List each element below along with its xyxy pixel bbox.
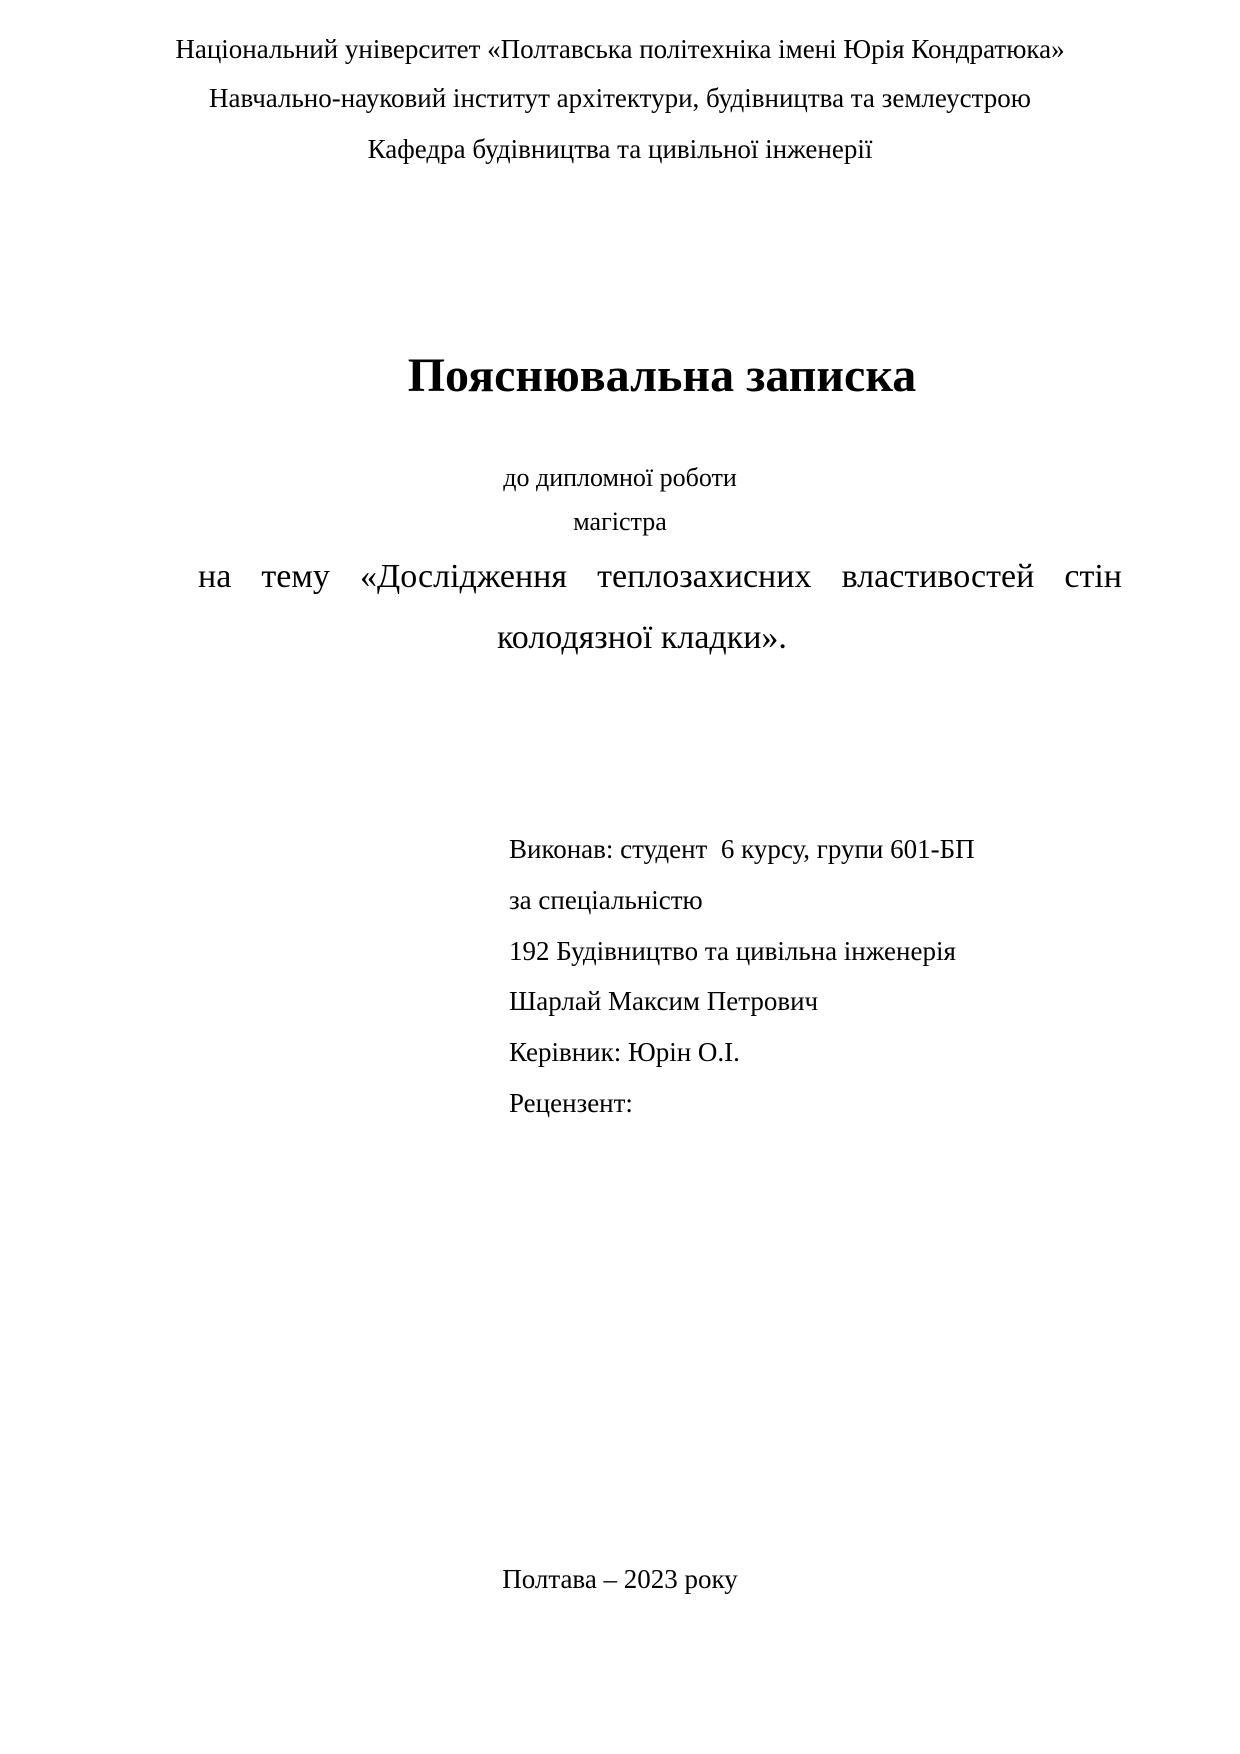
university-name: Національний університет «Полтавська політехніка імені Юрія Кондратюка»: [175, 34, 1065, 64]
supervisor: Керівник: Юрін О.І.: [509, 1037, 740, 1067]
topic-line-1: на тему «Дослідження теплозахисних властивостей стін: [198, 558, 1122, 595]
topic-line-2: колодязної кладки».: [497, 619, 787, 656]
subtitle-degree: магістра: [573, 507, 667, 536]
document-title: Пояснювальна записка: [407, 349, 917, 402]
reviewer: Рецензент:: [509, 1088, 633, 1118]
department-name: Кафедра будівництва та цивільної інженерії: [367, 134, 873, 164]
student-name: Шарлай Максим Петрович: [509, 986, 819, 1016]
city-year: Полтава – 2023 року: [502, 1564, 738, 1594]
institute-name: Навчально-науковий інститут архітектури, будівництва та землеустрою: [209, 83, 1031, 113]
specialty: 192 Будівництво та цивільна інженерія: [509, 936, 956, 966]
subtitle-diploma: до дипломної роботи: [503, 463, 737, 492]
performed-by: Виконав: студент 6 курсу, групи 601-БП: [509, 834, 975, 864]
specialty-label: за спеціальністю: [509, 885, 703, 915]
